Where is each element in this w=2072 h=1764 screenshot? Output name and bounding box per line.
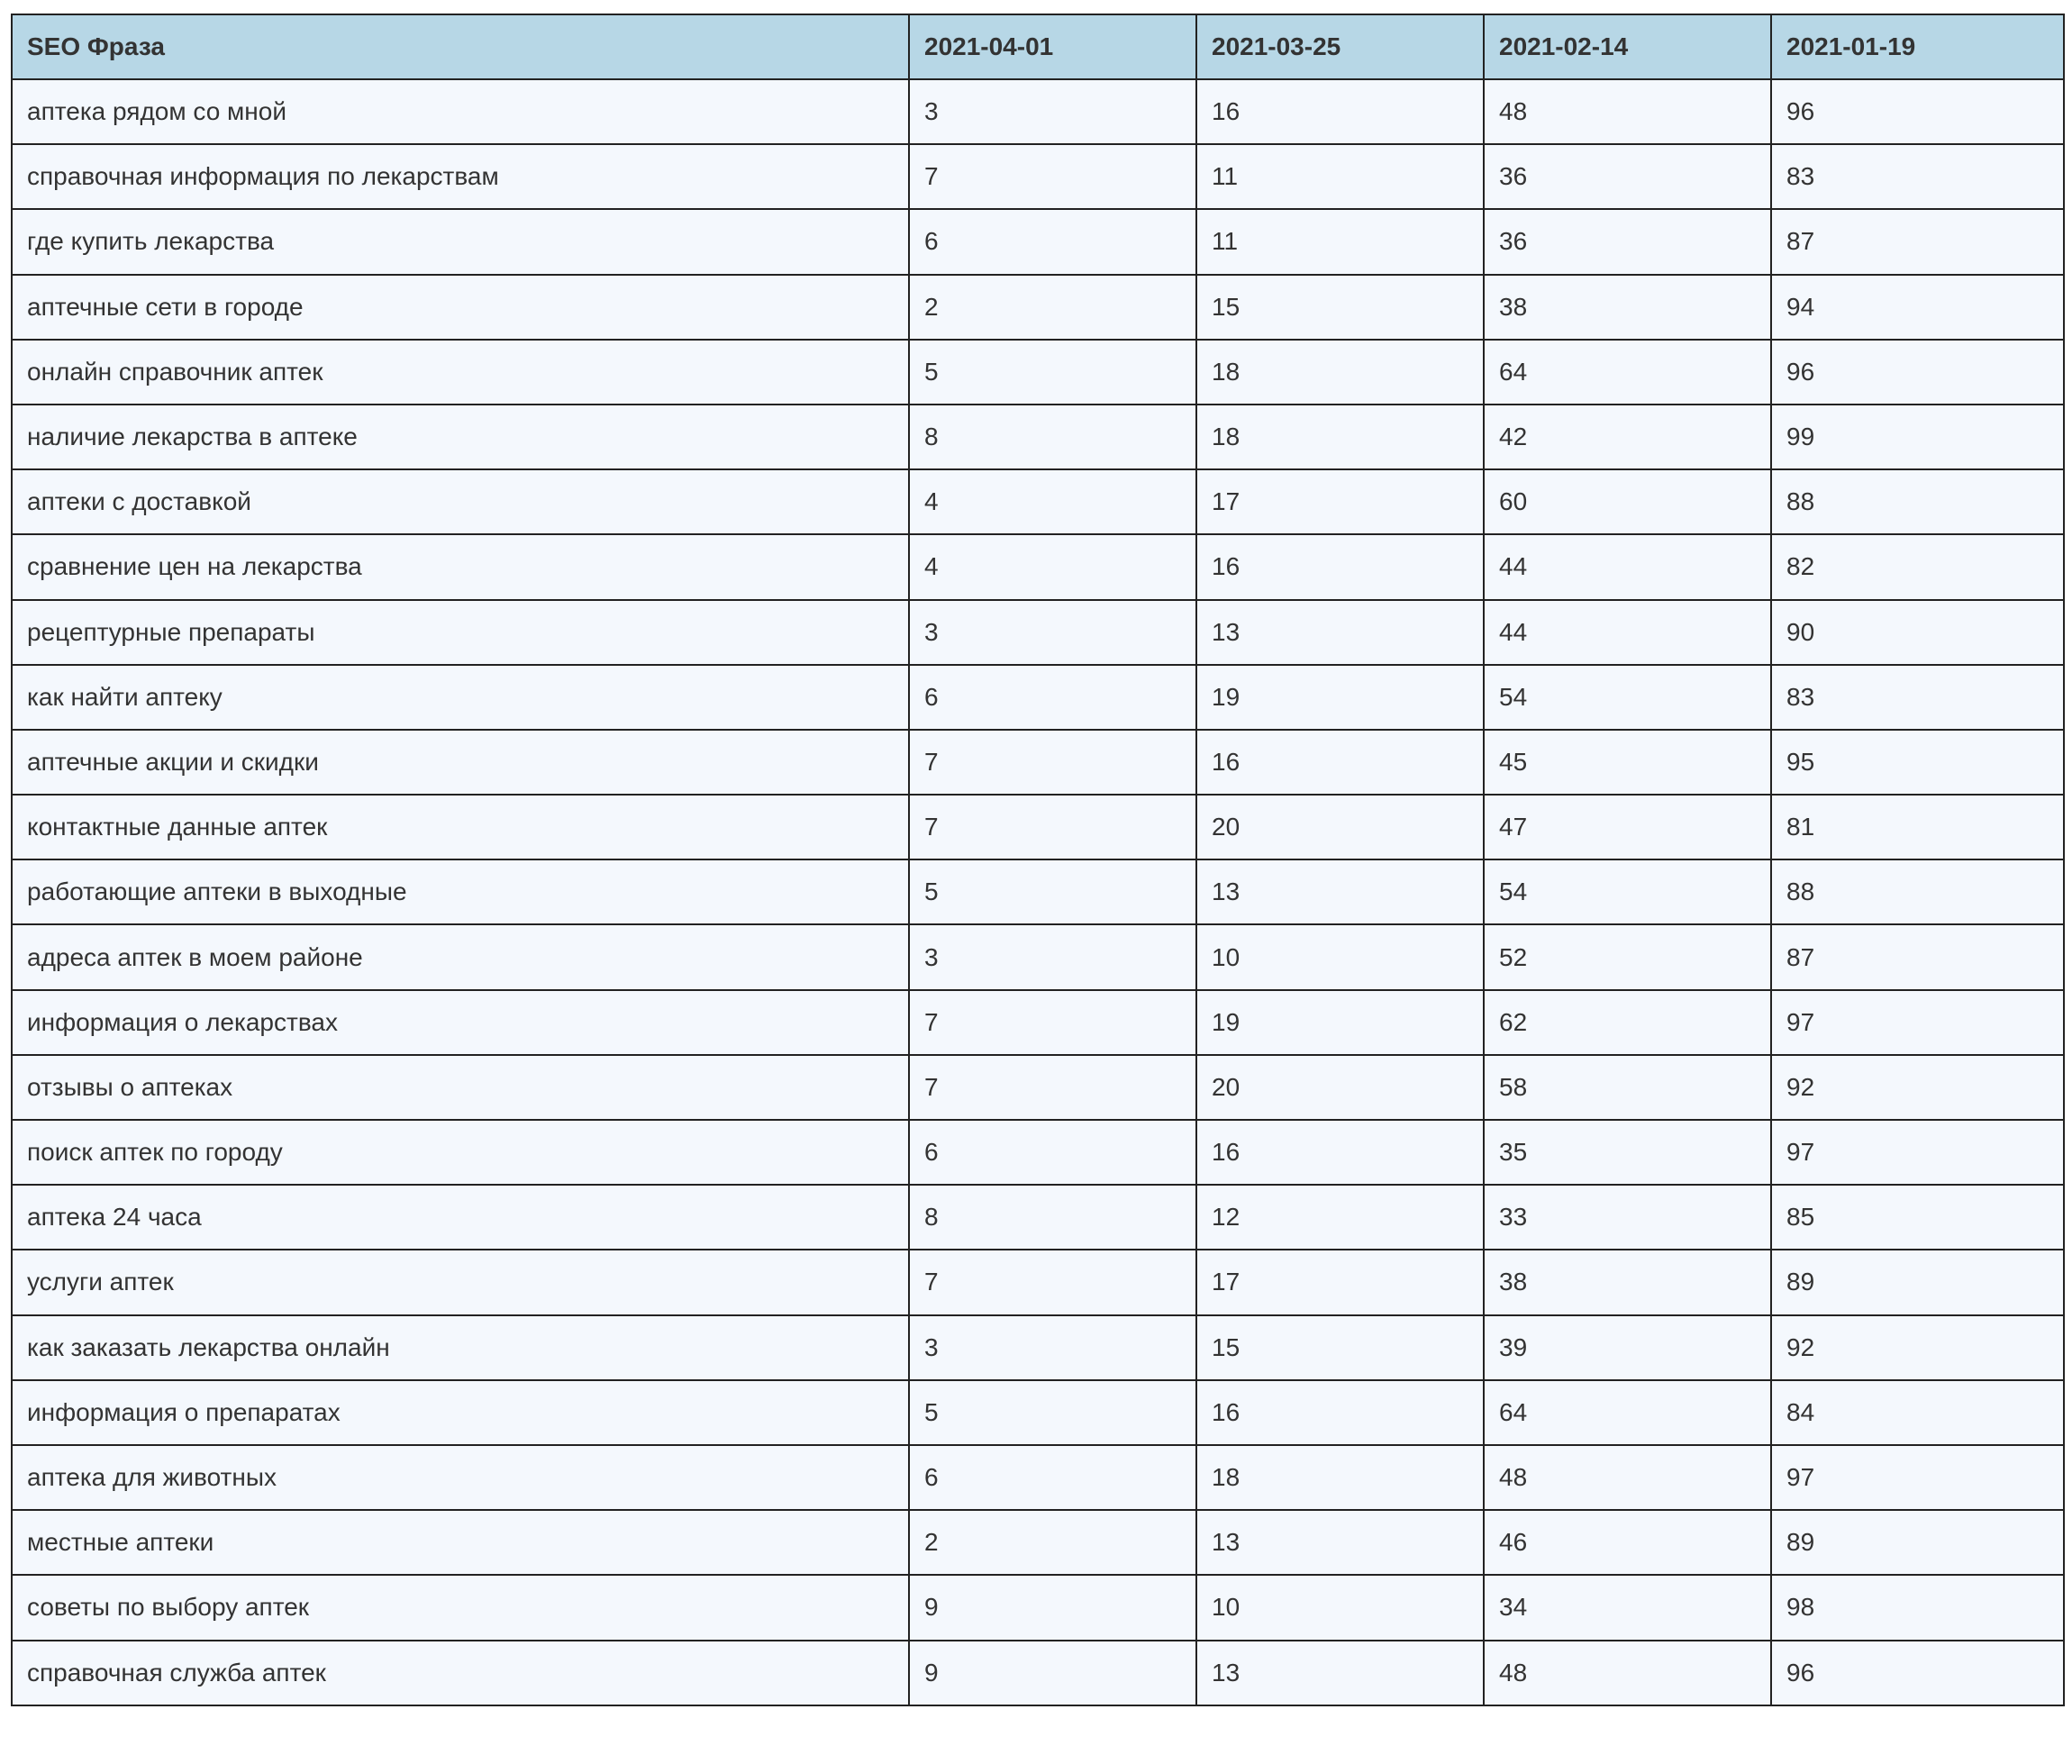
header-date-2021-04-01[interactable]: 2021-04-01 [909, 14, 1196, 79]
header-date-2021-02-14[interactable]: 2021-02-14 [1484, 14, 1771, 79]
cell-rank-2021-02-14: 47 [1484, 795, 1771, 859]
table-row [12, 144, 2064, 209]
cell-rank-2021-02-14: 52 [1484, 924, 1771, 989]
cell-rank-2021-04-01: 9 [909, 1575, 1196, 1640]
table-row [12, 534, 2064, 599]
cell-rank-2021-01-19: 92 [1771, 1315, 2064, 1380]
cell-rank-2021-04-01: 3 [909, 600, 1196, 665]
cell-seo-phrase: аптека для животных [12, 1445, 909, 1510]
cell-seo-phrase: рецептурные препараты [12, 600, 909, 665]
table-row [12, 469, 2064, 534]
cell-seo-phrase: аптечные акции и скидки [12, 730, 909, 795]
cell-rank-2021-02-14: 36 [1484, 209, 1771, 274]
cell-rank-2021-03-25: 13 [1196, 859, 1484, 924]
table-row [12, 209, 2064, 274]
table-row [12, 1445, 2064, 1510]
table-row [12, 1380, 2064, 1445]
cell-rank-2021-03-25: 12 [1196, 1185, 1484, 1250]
cell-seo-phrase: советы по выбору аптек [12, 1575, 909, 1640]
cell-rank-2021-01-19: 89 [1771, 1510, 2064, 1575]
cell-rank-2021-01-19: 81 [1771, 795, 2064, 859]
table-row [12, 1575, 2064, 1640]
cell-rank-2021-01-19: 87 [1771, 209, 2064, 274]
cell-rank-2021-01-19: 88 [1771, 859, 2064, 924]
cell-rank-2021-02-14: 33 [1484, 1185, 1771, 1250]
cell-rank-2021-04-01: 3 [909, 79, 1196, 144]
header-date-2021-03-25[interactable]: 2021-03-25 [1196, 14, 1484, 79]
cell-rank-2021-02-14: 48 [1484, 79, 1771, 144]
cell-rank-2021-03-25: 15 [1196, 275, 1484, 340]
cell-rank-2021-01-19: 84 [1771, 1380, 2064, 1445]
table-body [12, 79, 2064, 1705]
cell-rank-2021-03-25: 13 [1196, 600, 1484, 665]
cell-rank-2021-03-25: 17 [1196, 469, 1484, 534]
cell-rank-2021-01-19: 95 [1771, 730, 2064, 795]
cell-rank-2021-03-25: 19 [1196, 665, 1484, 730]
cell-rank-2021-02-14: 46 [1484, 1510, 1771, 1575]
cell-seo-phrase: информация о препаратах [12, 1380, 909, 1445]
table-row [12, 1641, 2064, 1705]
table-row [12, 990, 2064, 1055]
cell-seo-phrase: контактные данные аптек [12, 795, 909, 859]
cell-seo-phrase: услуги аптек [12, 1250, 909, 1314]
cell-rank-2021-02-14: 44 [1484, 534, 1771, 599]
cell-rank-2021-03-25: 18 [1196, 1445, 1484, 1510]
cell-rank-2021-04-01: 4 [909, 469, 1196, 534]
cell-rank-2021-03-25: 20 [1196, 1055, 1484, 1120]
cell-rank-2021-01-19: 90 [1771, 600, 2064, 665]
table-header [12, 14, 2064, 79]
cell-rank-2021-01-19: 82 [1771, 534, 2064, 599]
header-row [12, 14, 2064, 79]
cell-seo-phrase: аптеки с доставкой [12, 469, 909, 534]
cell-rank-2021-03-25: 18 [1196, 405, 1484, 469]
cell-rank-2021-02-14: 45 [1484, 730, 1771, 795]
cell-rank-2021-04-01: 4 [909, 534, 1196, 599]
cell-rank-2021-03-25: 16 [1196, 79, 1484, 144]
cell-rank-2021-03-25: 11 [1196, 144, 1484, 209]
cell-seo-phrase: отзывы о аптеках [12, 1055, 909, 1120]
table-row [12, 275, 2064, 340]
cell-seo-phrase: адреса аптек в моем районе [12, 924, 909, 989]
cell-rank-2021-04-01: 7 [909, 730, 1196, 795]
cell-rank-2021-04-01: 9 [909, 1641, 1196, 1705]
cell-rank-2021-02-14: 48 [1484, 1445, 1771, 1510]
cell-rank-2021-01-19: 97 [1771, 1445, 2064, 1510]
cell-rank-2021-02-14: 64 [1484, 340, 1771, 405]
cell-rank-2021-03-25: 18 [1196, 340, 1484, 405]
cell-rank-2021-03-25: 13 [1196, 1641, 1484, 1705]
cell-rank-2021-01-19: 87 [1771, 924, 2064, 989]
cell-rank-2021-04-01: 3 [909, 924, 1196, 989]
table-row [12, 1120, 2064, 1185]
cell-rank-2021-03-25: 19 [1196, 990, 1484, 1055]
cell-rank-2021-04-01: 6 [909, 1120, 1196, 1185]
table-row [12, 1250, 2064, 1314]
table-row [12, 730, 2064, 795]
cell-rank-2021-03-25: 11 [1196, 209, 1484, 274]
cell-rank-2021-01-19: 89 [1771, 1250, 2064, 1314]
cell-rank-2021-04-01: 5 [909, 340, 1196, 405]
cell-rank-2021-02-14: 36 [1484, 144, 1771, 209]
cell-seo-phrase: как найти аптеку [12, 665, 909, 730]
table-row [12, 340, 2064, 405]
cell-rank-2021-02-14: 58 [1484, 1055, 1771, 1120]
table-row [12, 924, 2064, 989]
cell-rank-2021-02-14: 44 [1484, 600, 1771, 665]
cell-rank-2021-02-14: 60 [1484, 469, 1771, 534]
cell-rank-2021-04-01: 8 [909, 405, 1196, 469]
cell-seo-phrase: справочная информация по лекарствам [12, 144, 909, 209]
cell-seo-phrase: где купить лекарства [12, 209, 909, 274]
cell-rank-2021-03-25: 20 [1196, 795, 1484, 859]
cell-rank-2021-01-19: 97 [1771, 990, 2064, 1055]
cell-rank-2021-02-14: 39 [1484, 1315, 1771, 1380]
cell-seo-phrase: сравнение цен на лекарства [12, 534, 909, 599]
cell-rank-2021-01-19: 88 [1771, 469, 2064, 534]
table-row [12, 1055, 2064, 1120]
table-row [12, 1185, 2064, 1250]
table-row [12, 859, 2064, 924]
cell-rank-2021-01-19: 83 [1771, 144, 2064, 209]
cell-rank-2021-04-01: 7 [909, 795, 1196, 859]
cell-rank-2021-02-14: 35 [1484, 1120, 1771, 1185]
cell-rank-2021-04-01: 7 [909, 1055, 1196, 1120]
table-row [12, 600, 2064, 665]
cell-seo-phrase: справочная служба аптек [12, 1641, 909, 1705]
cell-rank-2021-03-25: 13 [1196, 1510, 1484, 1575]
cell-rank-2021-01-19: 94 [1771, 275, 2064, 340]
cell-rank-2021-04-01: 7 [909, 144, 1196, 209]
seo-table-container [11, 14, 2063, 1706]
cell-seo-phrase: наличие лекарства в аптеке [12, 405, 909, 469]
cell-rank-2021-02-14: 38 [1484, 1250, 1771, 1314]
cell-rank-2021-02-14: 54 [1484, 859, 1771, 924]
cell-rank-2021-01-19: 85 [1771, 1185, 2064, 1250]
cell-rank-2021-01-19: 96 [1771, 340, 2064, 405]
cell-seo-phrase: поиск аптек по городу [12, 1120, 909, 1185]
table-row [12, 1315, 2064, 1380]
cell-rank-2021-02-14: 38 [1484, 275, 1771, 340]
cell-seo-phrase: аптека 24 часа [12, 1185, 909, 1250]
table-row [12, 1510, 2064, 1575]
cell-rank-2021-03-25: 17 [1196, 1250, 1484, 1314]
cell-rank-2021-01-19: 99 [1771, 405, 2064, 469]
cell-rank-2021-04-01: 7 [909, 990, 1196, 1055]
table-row [12, 795, 2064, 859]
cell-rank-2021-02-14: 64 [1484, 1380, 1771, 1445]
cell-rank-2021-01-19: 98 [1771, 1575, 2064, 1640]
cell-rank-2021-04-01: 6 [909, 209, 1196, 274]
table-row [12, 79, 2064, 144]
table-row [12, 665, 2064, 730]
cell-rank-2021-03-25: 16 [1196, 1380, 1484, 1445]
header-date-2021-01-19[interactable]: 2021-01-19 [1771, 14, 2064, 79]
cell-rank-2021-01-19: 92 [1771, 1055, 2064, 1120]
cell-seo-phrase: как заказать лекарства онлайн [12, 1315, 909, 1380]
cell-rank-2021-04-01: 2 [909, 1510, 1196, 1575]
cell-rank-2021-04-01: 8 [909, 1185, 1196, 1250]
cell-seo-phrase: аптечные сети в городе [12, 275, 909, 340]
cell-rank-2021-01-19: 96 [1771, 79, 2064, 144]
table-row [12, 405, 2064, 469]
cell-rank-2021-04-01: 7 [909, 1250, 1196, 1314]
cell-rank-2021-01-19: 97 [1771, 1120, 2064, 1185]
cell-seo-phrase: онлайн справочник аптек [12, 340, 909, 405]
cell-rank-2021-03-25: 16 [1196, 534, 1484, 599]
cell-rank-2021-04-01: 6 [909, 1445, 1196, 1510]
cell-rank-2021-02-14: 42 [1484, 405, 1771, 469]
cell-rank-2021-02-14: 54 [1484, 665, 1771, 730]
cell-rank-2021-02-14: 62 [1484, 990, 1771, 1055]
cell-rank-2021-03-25: 16 [1196, 1120, 1484, 1185]
cell-seo-phrase: работающие аптеки в выходные [12, 859, 909, 924]
cell-seo-phrase: местные аптеки [12, 1510, 909, 1575]
cell-rank-2021-04-01: 6 [909, 665, 1196, 730]
cell-rank-2021-04-01: 5 [909, 1380, 1196, 1445]
cell-rank-2021-03-25: 10 [1196, 924, 1484, 989]
cell-seo-phrase: информация о лекарствах [12, 990, 909, 1055]
cell-rank-2021-02-14: 34 [1484, 1575, 1771, 1640]
cell-rank-2021-04-01: 5 [909, 859, 1196, 924]
header-seo-phrase[interactable]: SEO Фраза [12, 14, 909, 79]
cell-rank-2021-04-01: 2 [909, 275, 1196, 340]
cell-rank-2021-03-25: 15 [1196, 1315, 1484, 1380]
cell-rank-2021-03-25: 10 [1196, 1575, 1484, 1640]
cell-rank-2021-03-25: 16 [1196, 730, 1484, 795]
cell-seo-phrase: аптека рядом со мной [12, 79, 909, 144]
cell-rank-2021-01-19: 83 [1771, 665, 2064, 730]
seo-ranking-table [11, 14, 2065, 1706]
cell-rank-2021-01-19: 96 [1771, 1641, 2064, 1705]
cell-rank-2021-02-14: 48 [1484, 1641, 1771, 1705]
cell-rank-2021-04-01: 3 [909, 1315, 1196, 1380]
